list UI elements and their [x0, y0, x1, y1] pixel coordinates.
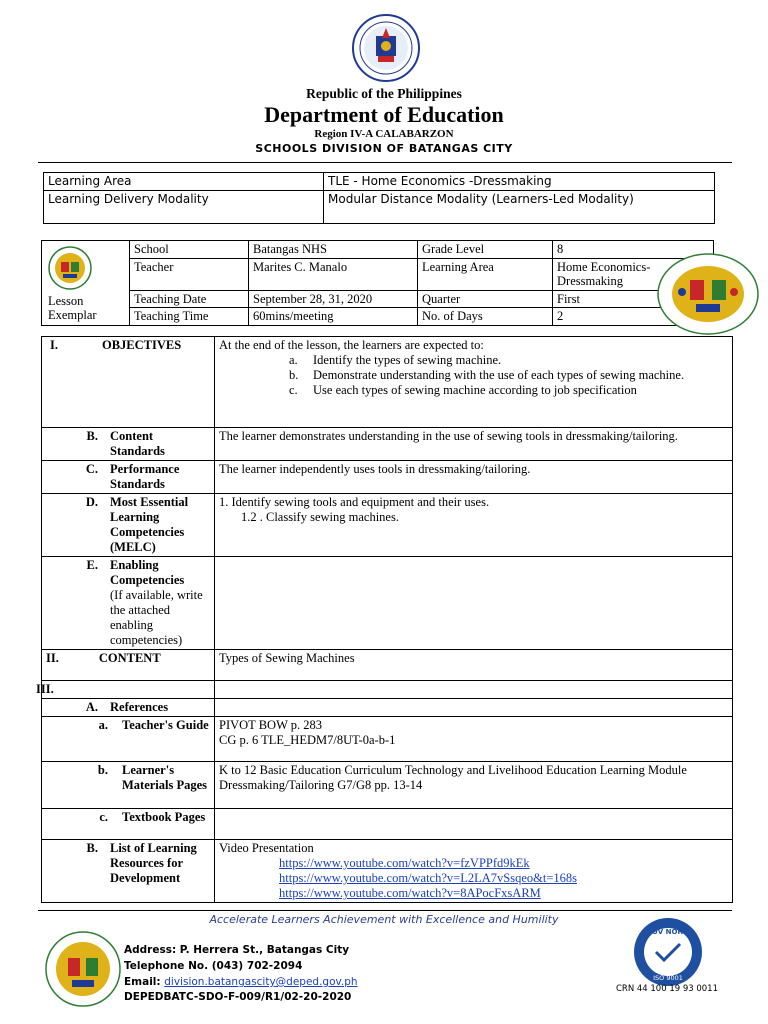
resources-label-cell: [42, 840, 215, 903]
table-row: [42, 809, 733, 840]
table-row: [42, 494, 733, 557]
table-cell: Teaching Time: [130, 308, 249, 326]
performance-standards-value: The learner independently uses tools in dressmaking/tailoring.: [215, 461, 733, 494]
form-code: DEPEDBATC-SDO-F-009/R1/02-20-2020: [124, 991, 352, 1003]
resources-label: List of Learning Resources for Development: [110, 841, 197, 885]
table-row: [42, 699, 733, 717]
section-number: I.: [50, 338, 58, 352]
melc-cell: [215, 494, 733, 557]
table-cell: September 28, 31, 2020: [249, 290, 418, 308]
lesson-main-table: [36, 336, 733, 903]
table-cell: [215, 699, 733, 717]
section-number: II.: [46, 651, 59, 665]
section-number: a.: [98, 718, 108, 732]
table-row: [42, 290, 714, 308]
lesson-exemplar-cell: [42, 241, 130, 326]
content-value: Types of Sewing Machines: [215, 650, 733, 681]
learners-materials-label: Learner's Materials Pages: [122, 763, 208, 792]
enabling-label-cell: [42, 557, 215, 650]
footer-address: Address: P. Herrera St., Batangas City: [124, 944, 350, 956]
table-cell: School: [130, 241, 249, 259]
deped-seal-icon: [352, 14, 420, 82]
table-row: [42, 461, 733, 494]
table-cell: Marites C. Manalo: [249, 258, 418, 290]
table-cell: Modular Distance Modality (Learners-Led Modality): [324, 190, 715, 223]
table-cell: Learning Delivery Modality: [44, 190, 324, 223]
table-cell: 2: [553, 308, 714, 326]
cert-iso: ISO 9001: [653, 974, 683, 982]
table-cell: Home Economics-Dressmaking: [553, 258, 714, 290]
footer-telephone: Telephone No. (043) 702-2094: [124, 960, 303, 972]
objectives-label: OBJECTIVES: [102, 338, 182, 352]
table-cell: 60mins/meeting: [249, 308, 418, 326]
lesson-label: Lesson: [48, 293, 84, 308]
melc-label-cell: [42, 494, 215, 557]
teachers-guide-label-cell: [42, 717, 215, 762]
list-text: Identify the types of sewing machine.: [313, 353, 502, 367]
youtube-link[interactable]: https://www.youtube.com/watch?v=8APocFxsARM: [279, 886, 541, 900]
table-row: [44, 173, 715, 191]
learners-materials-value: K to 12 Basic Education Curriculum Technology and Livelihood Education Learning Module Dressmaking/Tailoring G7/G8 pp. 13-14: [215, 762, 733, 809]
cert-brand: TÜV NORD: [647, 928, 689, 936]
lesson-info-table: [41, 240, 714, 326]
table-row: [42, 557, 733, 650]
table-cell: TLE - Home Economics -Dressmaking: [324, 173, 715, 191]
list-item: [219, 368, 728, 383]
table-cell: 8: [553, 241, 714, 259]
table-cell: Teaching Date: [130, 290, 249, 308]
melc-subitem: 1.2 . Classify sewing machines.: [241, 510, 399, 524]
table-row: [42, 241, 714, 259]
table-cell: Grade Level: [418, 241, 553, 259]
textbook-label: Textbook Pages: [122, 810, 206, 824]
certificate-number: CRN 44 100 19 93 0011: [615, 984, 718, 994]
table-cell: First: [553, 290, 714, 308]
performance-standards-label: Performance Standards: [110, 462, 180, 491]
section-number: b.: [97, 763, 108, 777]
enabling-value: [215, 557, 733, 650]
content-label: CONTENT: [98, 651, 161, 665]
textbook-value: [215, 809, 733, 840]
table-row: [44, 190, 715, 223]
section-number: c.: [99, 810, 108, 824]
email-label: Email:: [124, 976, 161, 988]
section-number: C.: [85, 462, 98, 476]
division-seal-icon: [48, 246, 92, 290]
republic-title: Republic of the Philippines: [306, 86, 462, 101]
learners-materials-label-cell: [42, 762, 215, 809]
division-seal-icon: [656, 252, 760, 336]
tuv-nord-iso-icon: [624, 914, 712, 990]
footer-motto: Accelerate Learners Achievement with Excellence and Humility: [209, 913, 559, 926]
youtube-link[interactable]: https://www.youtube.com/watch?v=L2LA7vSsqeo&t=168s: [279, 871, 577, 885]
resources-cell: [215, 840, 733, 903]
melc-item: 1. Identify sewing tools and equipment and their uses.: [219, 495, 490, 509]
table-cell: Teacher: [130, 258, 249, 290]
section-number: III.: [36, 682, 54, 696]
list-marker: b.: [289, 368, 299, 382]
references-label: References: [110, 700, 169, 714]
melc-label: Most Essential Learning Competencies (MELC): [110, 495, 189, 554]
section-number: B.: [86, 429, 98, 443]
objectives-label-cell: [42, 337, 215, 428]
section-three-cell: [36, 681, 215, 699]
table-row: [42, 840, 733, 903]
table-cell: [215, 681, 733, 699]
content-label-cell: [42, 650, 215, 681]
objectives-cell: [215, 337, 733, 428]
email-link[interactable]: division.batangascity@deped.gov.ph: [164, 976, 358, 988]
list-item: [219, 353, 728, 368]
footer-divider: [38, 910, 732, 911]
table-row: [42, 717, 733, 762]
content-standards-label-cell: [42, 428, 215, 461]
content-standards-value: The learner demonstrates understanding in the use of sewing tools in dressmaking/tailoring.: [215, 428, 733, 461]
region-title: Region IV-A CALABARZON: [314, 128, 454, 140]
division-title: SCHOOLS DIVISION OF BATANGAS CITY: [255, 142, 513, 155]
table-row: [42, 258, 714, 290]
list-text: Demonstrate understanding with the use of each types of sewing machine.: [313, 368, 685, 382]
teachers-guide-value: PIVOT BOW p. 283: [219, 718, 323, 732]
table-row: [42, 650, 733, 681]
table-row: [42, 337, 733, 428]
table-cell: No. of Days: [418, 308, 553, 326]
list-marker: a.: [289, 353, 298, 367]
resources-intro: Video Presentation: [219, 841, 314, 855]
table-row: [42, 428, 733, 461]
learning-area-table: [43, 172, 715, 224]
section-number: E.: [86, 558, 98, 572]
table-cell: Learning Area: [418, 258, 553, 290]
header-divider: [38, 162, 732, 163]
list-marker: c.: [289, 383, 298, 397]
list-text: Use each types of sewing machine according to job specification: [313, 383, 637, 397]
section-number: D.: [85, 495, 98, 509]
content-standards-label: Content Standards: [110, 429, 165, 458]
table-row: [42, 762, 733, 809]
section-number: A.: [85, 700, 98, 714]
table-cell: Learning Area: [44, 173, 324, 191]
table-row: [42, 308, 714, 326]
division-seal-icon: [44, 930, 122, 1008]
objectives-list: [219, 353, 728, 398]
enabling-note: (If available, write the attached enabling competencies): [110, 588, 203, 647]
exemplar-label: Exemplar: [48, 307, 97, 322]
performance-standards-label-cell: [42, 461, 215, 494]
youtube-link[interactable]: https://www.youtube.com/watch?v=fzVPPfd9kEk: [279, 856, 530, 870]
table-cell: Batangas NHS: [249, 241, 418, 259]
enabling-label: Enabling Competencies: [110, 558, 185, 587]
references-label-cell: [42, 699, 215, 717]
section-number: B.: [86, 841, 98, 855]
list-item: [219, 383, 728, 398]
teachers-guide-value: CG p. 6 TLE_HEDM7/8UT-0a-b-1: [219, 733, 396, 747]
table-row: [42, 681, 733, 699]
table-cell: Quarter: [418, 290, 553, 308]
teachers-guide-label: Teacher's Guide: [122, 718, 209, 732]
objectives-intro: At the end of the lesson, the learners are expected to:: [219, 338, 484, 352]
footer-email-line: [124, 976, 358, 988]
teachers-guide-cell: [215, 717, 733, 762]
textbook-label-cell: [42, 809, 215, 840]
department-title: Department of Education: [264, 102, 504, 127]
